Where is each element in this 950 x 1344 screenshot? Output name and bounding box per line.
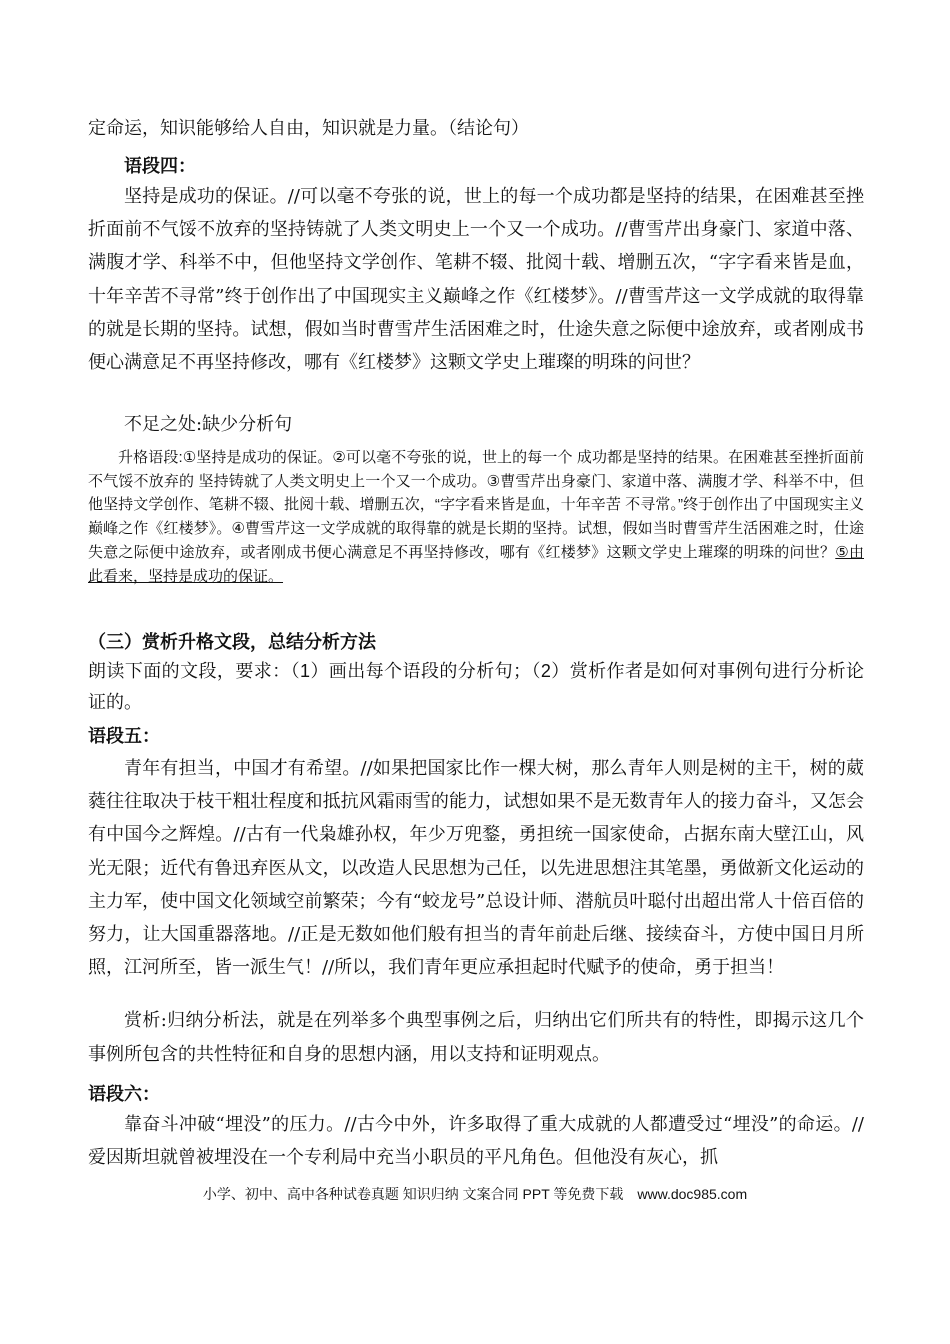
heading-paragraph-6: 语段六： — [88, 1084, 160, 1104]
footer-text: 小学、初中、高中各种试卷真题 知识归纳 文案合同 PPT 等免费下载 — [202, 1186, 624, 1202]
paragraph-4: 坚持是成功的保证。//可以毫不夸张的说，世上的每一个成功都是坚持的结果，在困难甚至挫折面前不气馁不放弃的坚持铸就了人类文明史上一个又一个成功。//曹雪芹出身豪门、家道中落、满腹才学、科举不中，但他坚持文学创作、笔耕不辍、批阅十载、增删五次，“字字看来皆是血，十年辛苦不寻常”终于创作出了中国现实主义巅峰之作《红楼梦》。//曹雪芹这一文学成就的取得靠的就是长期的坚持。试想，假如当时曹雪芹生活困难之时，仕途失意之际便中途放弃，或者刚成书便心满意足不再坚持修改，哪有《红楼梦》这颗文学史上璀璨的明珠的问世？ — [88, 186, 864, 374]
appreciation-note: 赏析:归纳分析法，就是在列举多个典型事例之后，归纳出它们所共有的特性，即揭示这几个事例所包含的共性特征和自身的思想内涵，用以支持和证明观点。 — [88, 1010, 864, 1065]
upgraded-paragraph-main: 升格语段:①坚持是成功的保证。②可以毫不夸张的说，世上的每一个 成功都是坚持的结果。在困难甚至挫折面前不气馁不放弃的 坚持铸就了人类文明史上一个又一个成功。③曹雪芹出身豪门、家道中落、满腹才学、科举不中，但他坚持文学创作、笔耕不辍、批阅十载、增删五次，“字字看来皆是血，十年辛苦 不寻常。”终于创作出了中国现实主义巅峰之作《红楼梦》。④曹雪芹这一文学成就的取得靠的就是长期的坚持。试想，假如当时曹雪芹生活困难之时，仕途失意之际便中途放弃，或者刚成书便心满意足不再坚持修改，哪有《红楼梦》这颗文学史上璀璨的明珠的问世？ — [88, 449, 864, 561]
heading-paragraph-4: 语段四： — [124, 156, 196, 176]
page-footer — [0, 1184, 950, 1204]
paragraph-5: 青年有担当，中国才有希望。//如果把国家比作一棵大树，那么青年人则是树的主干，树的葳蕤往往取决于枝干粗壮程度和抵抗风霜雨雪的能力，试想如果不是无数青年人的接力奋斗，又怎会有中国今之辉煌。//古有一代枭雄孙权，年少万兜鍪，勇担统一国家使命，占据东南大壁江山，风光无限；近代有鲁迅弃医从文，以改造人民思想为己任，以先进思想注其笔墨，勇做新文化运动的主力军，使中国文化领域空前繁荣；今有“蛟龙号”总设计师、潜航员叶聪付出超出常人十倍百倍的努力，让大国重器落地。//正是无数如他们般有担当的青年前赴后继、接续奋斗，方使中国日月所照，江河所至，皆一派生气！//所以，我们青年更应承担起时代赋予的使命，勇于担当！ — [88, 758, 864, 979]
instruction-text: 朗读下面的文段，要求：（1）画出每个语段的分析句；（2）赏析作者是如何对事例句进行分析论证的。 — [88, 661, 864, 712]
upgraded-paragraph-conclusion: ⑤由此看来，坚持是成功的保证。 — [88, 543, 864, 585]
heading-paragraph-5: 语段五： — [88, 726, 160, 746]
paragraph-6: 靠奋斗冲破“埋没”的压力。//古今中外，许多取得了重大成就的人都遭受过“埋没”的命运。//爱因斯坦就曾被埋没在一个专利局中充当小职员的平凡角色。但他没有灰心，抓 — [88, 1114, 864, 1169]
footer-link[interactable]: www.doc985.com — [637, 1186, 748, 1202]
section-heading-3: （三）赏析升格文段，总结分析方法 — [88, 632, 376, 652]
conclusion-line: 定命运，知识能够给人自由，知识就是力量。（结论句） — [88, 118, 529, 139]
shortcoming-note: 不足之处:缺少分析句 — [124, 414, 293, 435]
upgraded-paragraph — [88, 446, 864, 588]
